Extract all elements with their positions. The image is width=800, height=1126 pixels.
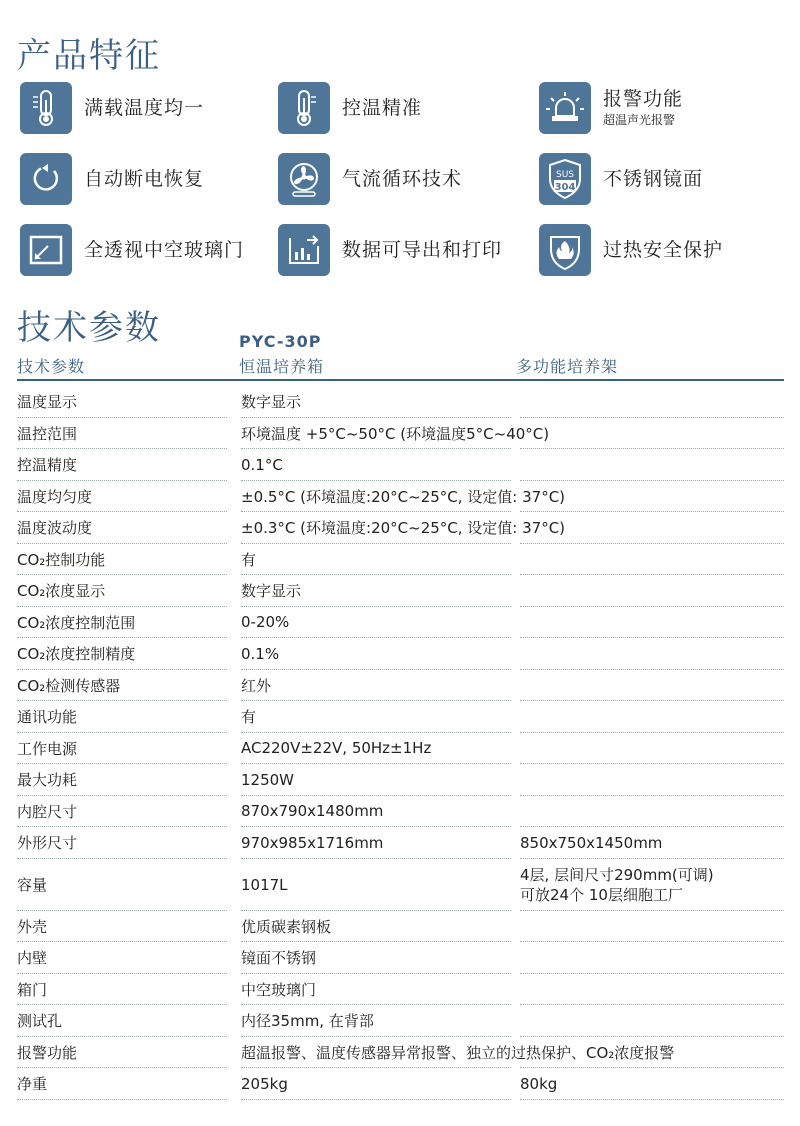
param-name: 容量: [17, 876, 48, 894]
feature-label: 报警功能: [603, 87, 684, 110]
param-name: CO₂控制功能: [17, 550, 106, 569]
table-row: [17, 512, 784, 544]
table-row: [17, 974, 784, 1006]
table-row: [17, 418, 784, 450]
incubator-value: 有: [241, 708, 257, 727]
incubator-value: AC220V±22V, 50Hz±1Hz: [241, 739, 432, 758]
feature-airflow: [278, 153, 462, 205]
param-name: CO₂浓度控制范围: [17, 613, 136, 632]
feature-label: 气流循环技术: [342, 167, 463, 190]
incubator-value: 1017L: [241, 875, 288, 894]
rack-value: [520, 859, 784, 911]
header-incubator: 恒温培养箱: [239, 357, 325, 376]
table-row: [17, 638, 784, 670]
incubator-value: 数字显示: [241, 582, 302, 601]
feature-alarm: [539, 82, 683, 134]
features-title: 产品特征: [17, 36, 161, 76]
table-row: [17, 575, 784, 607]
param-name: 箱门: [17, 980, 48, 999]
row-divider: [241, 1099, 511, 1100]
feature-label: 控温精准: [342, 96, 423, 119]
rack-value: 80kg: [520, 1074, 558, 1093]
feature-auto-recovery: [20, 153, 204, 205]
incubator-value: 1250W: [241, 770, 295, 789]
fire-shield-icon: [539, 224, 591, 276]
table-row: [17, 764, 784, 796]
incubator-value: 0-20%: [241, 613, 290, 632]
param-name: 控温精度: [17, 456, 78, 475]
param-name: 测试孔: [17, 1012, 63, 1031]
table-row: [17, 942, 784, 974]
incubator-value: 870x790x1480mm: [241, 802, 384, 821]
incubator-value: 0.1%: [241, 644, 280, 663]
incubator-value: 数字显示: [241, 393, 302, 412]
rack-value-line: 可放24个 10层细胞工厂: [520, 885, 683, 904]
table-row: [17, 449, 784, 481]
param-name: 净重: [17, 1075, 48, 1094]
sus-text: SUS: [555, 170, 575, 180]
incubator-value: 内径35mm, 在背部: [241, 1012, 374, 1031]
sus304-icon: [539, 153, 591, 205]
param-name: 温控范围: [17, 424, 78, 443]
thermometer-icon: [20, 82, 72, 134]
param-name: 外形尺寸: [17, 834, 78, 853]
table-header: [17, 332, 784, 382]
table-row: [17, 1068, 784, 1100]
table-row: [17, 1005, 784, 1037]
param-name: 内腔尺寸: [17, 802, 78, 821]
model-name: PYC-30P: [239, 332, 322, 351]
param-name: 最大功耗: [17, 771, 78, 790]
table-row: [17, 796, 784, 828]
table-row: [17, 911, 784, 943]
header-rack: 多功能培养架: [516, 357, 619, 376]
feature-label: 满载温度均一: [84, 96, 205, 119]
param-name: 工作电源: [17, 739, 78, 758]
param-name: 温度均匀度: [17, 487, 93, 506]
incubator-value: 中空玻璃门: [241, 980, 317, 999]
feature-label: 数据可导出和打印: [342, 238, 503, 261]
incubator-value: 红外: [241, 676, 272, 695]
table-row: [17, 607, 784, 639]
param-name: 外壳: [17, 917, 48, 936]
specs-title: 技术参数: [17, 308, 161, 348]
incubator-value: 环境温度 +5°C~50°C (环境温度5°C~40°C): [241, 424, 550, 443]
feature-overheat: [539, 224, 723, 276]
feature-label: 自动断电恢复: [84, 167, 205, 190]
feature-stainless: [539, 153, 703, 205]
param-name: CO₂浓度控制精度: [17, 645, 136, 664]
header-param: 技术参数: [17, 357, 86, 376]
fan-icon: [278, 153, 330, 205]
header-divider: [17, 379, 784, 381]
spec-table: [17, 386, 784, 1100]
param-name: CO₂检测传感器: [17, 676, 121, 695]
param-name: 报警功能: [17, 1043, 78, 1062]
incubator-value: ±0.3°C (环境温度:20°C~25°C, 设定值: 37°C): [241, 519, 566, 538]
incubator-value: 205kg: [241, 1074, 288, 1093]
incubator-value: 0.1°C: [241, 455, 283, 474]
incubator-value: 超温报警、温度传感器异常报警、独立的过热保护、CO₂浓度报警: [241, 1043, 675, 1062]
row-divider: [520, 1099, 784, 1100]
table-row: [17, 701, 784, 733]
thermometer-icon: [278, 82, 330, 134]
chart-export-icon: [278, 224, 330, 276]
feature-glass-door: [20, 224, 244, 276]
table-row: [17, 1037, 784, 1069]
feature-label: 不锈钢镜面: [603, 167, 704, 190]
table-row: [17, 733, 784, 765]
glass-door-icon: [20, 224, 72, 276]
feature-data-export: [278, 224, 502, 276]
incubator-value: 有: [241, 550, 257, 569]
table-row: [17, 859, 784, 911]
feature-label: 过热安全保护: [603, 238, 724, 261]
alarm-light-icon: [539, 82, 591, 134]
table-row: [17, 386, 784, 418]
table-row: [17, 670, 784, 702]
refresh-icon: [20, 153, 72, 205]
table-row: [17, 544, 784, 576]
param-name: 通讯功能: [17, 708, 78, 727]
incubator-value: ±0.5°C (环境温度:20°C~25°C, 设定值: 37°C): [241, 487, 566, 506]
row-divider: [17, 1099, 227, 1100]
feature-sublabel: 超温声光报警: [603, 112, 676, 127]
param-name: 温度波动度: [17, 519, 93, 538]
incubator-value: 镜面不锈钢: [241, 949, 317, 968]
feature-precise-control: [278, 82, 422, 134]
param-name: 内壁: [17, 949, 48, 968]
param-name: 温度显示: [17, 393, 78, 412]
param-name: CO₂浓度显示: [17, 582, 106, 601]
table-row: [17, 481, 784, 513]
feature-label: 全透视中空玻璃门: [84, 238, 245, 261]
table-row: [17, 827, 784, 859]
feature-uniform-temp: [20, 82, 204, 134]
incubator-value: 970x985x1716mm: [241, 833, 384, 852]
rack-value-line: 4层, 层间尺寸290mm(可调): [520, 865, 714, 884]
grade-text: 304: [554, 182, 576, 193]
incubator-value: 优质碳素钢板: [241, 917, 332, 936]
rack-value: 850x750x1450mm: [520, 833, 663, 852]
